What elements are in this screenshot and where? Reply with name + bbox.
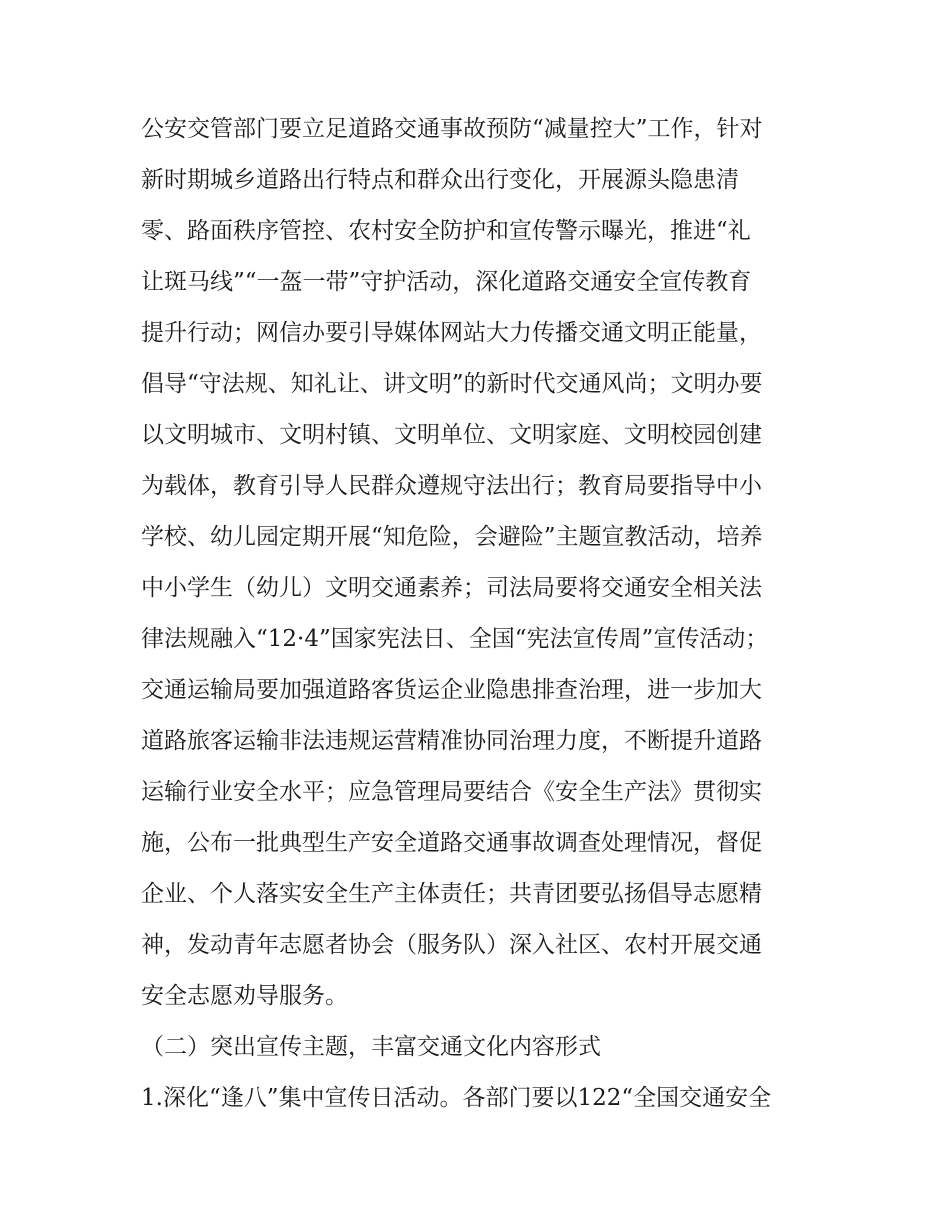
text-line: 零、路面秩序管控、农村安全防护和宣传警示曝光，推进“礼 [141, 218, 751, 244]
text-line: 为载体，教育引导人民群众遵规守法出行；教育局要指导中小 [141, 473, 762, 499]
text-line: 施，公布一批典型生产安全道路交通事故调查处理情况，督促 [141, 830, 762, 856]
text-line: 提升行动；网信办要引导媒体网站大力传播交通文明正能量， [141, 320, 762, 346]
text-line: 以文明城市、文明村镇、文明单位、文明家庭、文明校园创建 [141, 422, 762, 448]
text-line: 倡导“守法规、知礼让、讲文明”的新时代交通风尚；文明办要 [141, 371, 763, 397]
text-line: 律法规融入“12·4”国家宪法日、全国“宪法宣传周”宣传活动； [141, 626, 769, 652]
text-line: 道路旅客运输非法违规运营精准协同治理力度，不断提升道路 [141, 728, 762, 754]
text-line: 企业、个人落实安全生产主体责任；共青团要弘扬倡导志愿精 [141, 881, 762, 907]
text-line: 学校、幼儿园定期开展“知危险，会避险”主题宣教活动，培养 [141, 524, 763, 550]
text-line: 中小学生（幼儿）文明交通素养；司法局要将交通安全相关法 [141, 575, 762, 601]
text-line: 公安交管部门要立足道路交通事故预防“减量控大”工作，针对 [141, 116, 763, 142]
text-line: 让斑马线”“一盔一带”守护活动，深化道路交通安全宣传教育 [141, 269, 752, 295]
section-heading: （二）突出宣传主题，丰富交通文化内容形式 [141, 1034, 601, 1060]
document-body [141, 104, 821, 1124]
text-line: 运输行业安全水平；应急管理局要结合《安全生产法》贯彻实 [141, 779, 762, 805]
text-line: 安全志愿劝导服务。 [141, 983, 348, 1009]
text-line: 新时期城乡道路出行特点和群众出行变化，开展源头隐患清 [141, 167, 739, 193]
text-line: 1.深化“逢八”集中宣传日活动。各部门要以122“全国交通安全 [141, 1085, 772, 1111]
text-line: 交通运输局要加强道路客货运企业隐患排查治理，进一步加大 [141, 677, 762, 703]
text-line: 神，发动青年志愿者协会（服务队）深入社区、农村开展交通 [141, 932, 762, 958]
